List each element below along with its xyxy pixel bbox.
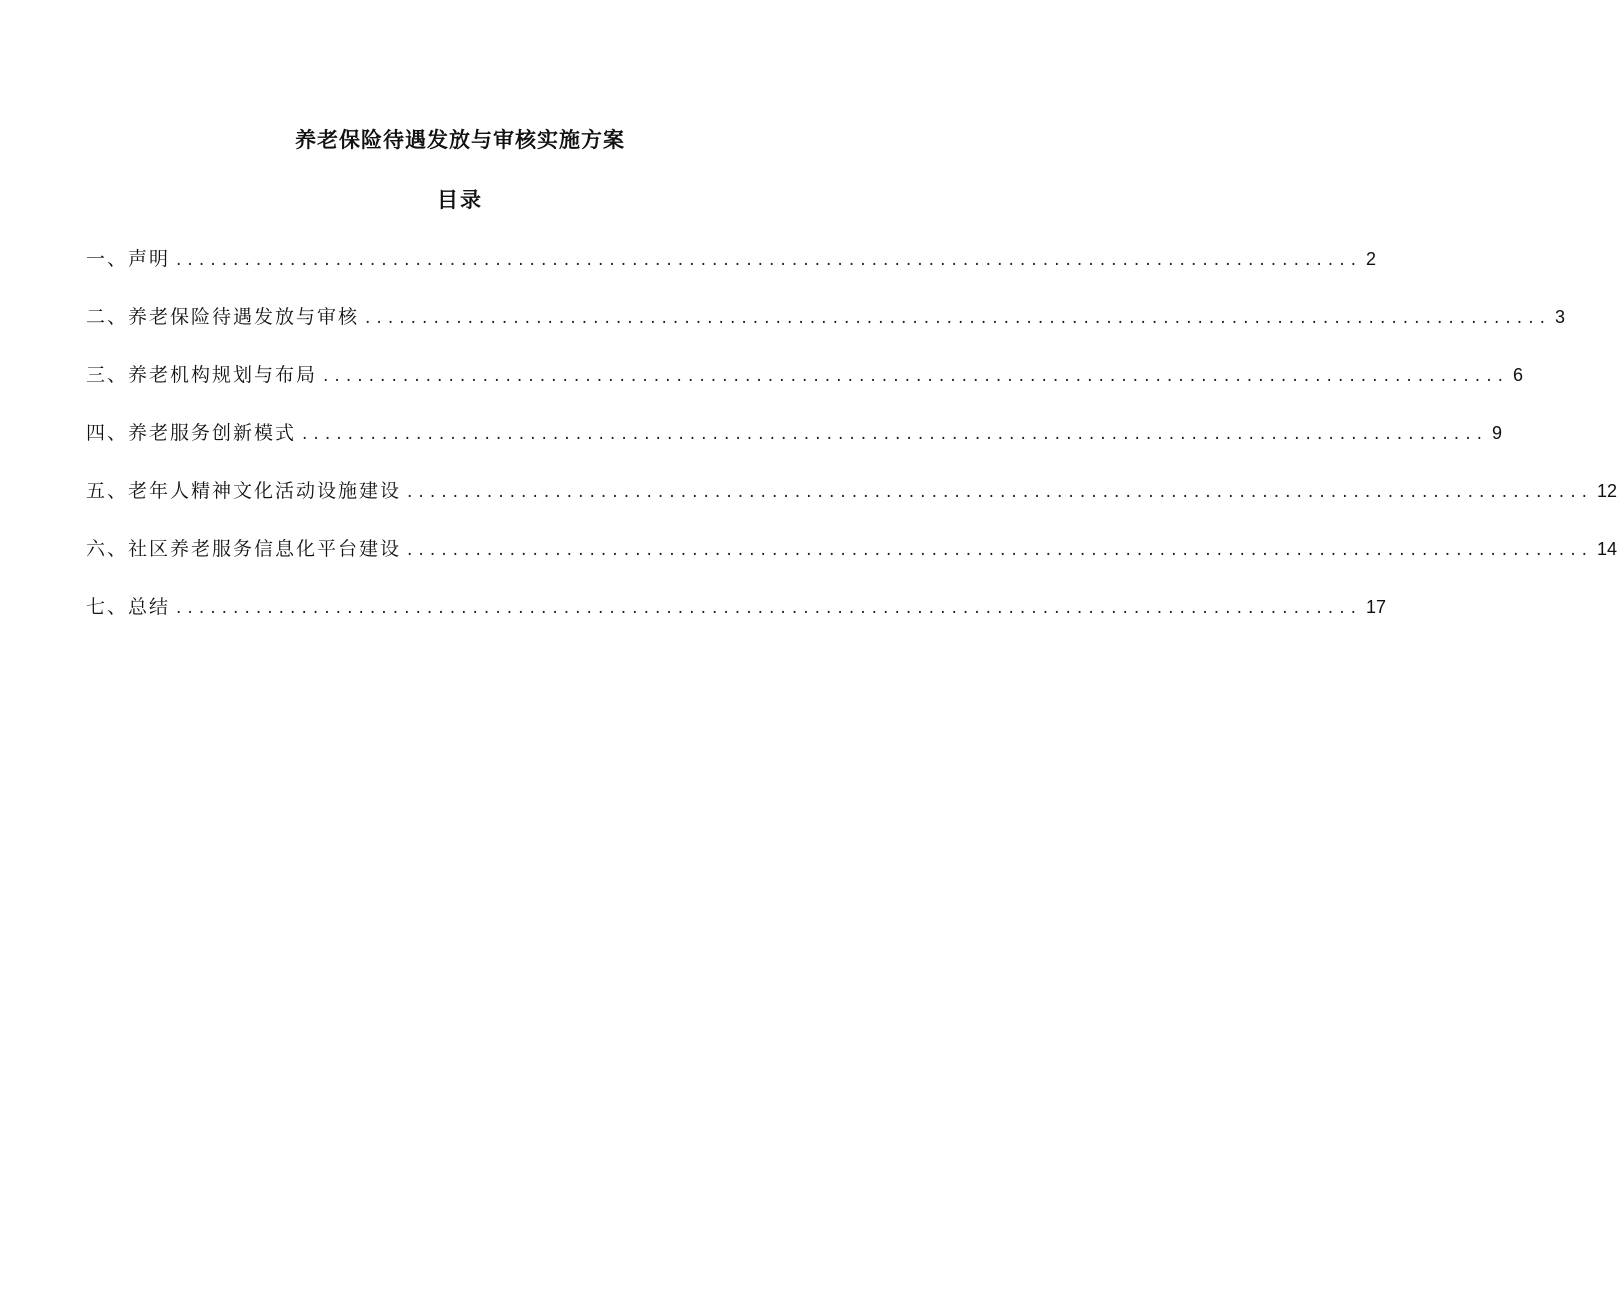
toc-entry[interactable] bbox=[86, 419, 1503, 477]
table-of-contents bbox=[86, 245, 1617, 651]
toc-entry-label: 六、社区养老服务信息化平台建设 bbox=[86, 538, 402, 560]
toc-entry-label: 五、老年人精神文化活动设施建设 bbox=[86, 480, 402, 502]
toc-dot-leader: ........................................................................................................ bbox=[176, 250, 1363, 270]
toc-page-number: 12 bbox=[1597, 481, 1617, 501]
toc-entry[interactable] bbox=[86, 361, 1524, 419]
toc-dot-leader: ........................................................................................................ bbox=[302, 424, 1489, 444]
toc-entry[interactable] bbox=[86, 593, 1387, 651]
toc-page-number: 9 bbox=[1492, 423, 1503, 443]
toc-heading: 目录 bbox=[437, 187, 483, 212]
toc-dot-leader: ........................................................................................................ bbox=[407, 540, 1594, 560]
toc-entry-label: 七、总结 bbox=[86, 596, 171, 618]
toc-dot-leader: ........................................................................................................ bbox=[323, 366, 1510, 386]
toc-page-number: 3 bbox=[1555, 307, 1566, 327]
toc-entry[interactable] bbox=[86, 303, 1566, 361]
toc-entry[interactable] bbox=[86, 477, 1617, 535]
toc-dot-leader: ........................................................................................................ bbox=[365, 308, 1552, 328]
toc-entry-label: 二、养老保险待遇发放与审核 bbox=[86, 306, 360, 328]
document-title: 养老保险待遇发放与审核实施方案 bbox=[295, 127, 625, 152]
toc-page-number: 14 bbox=[1597, 539, 1617, 559]
toc-dot-leader: ........................................................................................................ bbox=[176, 598, 1363, 618]
toc-page-number: 6 bbox=[1513, 365, 1524, 385]
toc-entry-label: 四、养老服务创新模式 bbox=[86, 422, 297, 444]
toc-page-number: 17 bbox=[1366, 597, 1387, 617]
toc-entry-label: 三、养老机构规划与布局 bbox=[86, 364, 318, 386]
toc-dot-leader: ........................................................................................................ bbox=[407, 482, 1594, 502]
toc-entry[interactable] bbox=[86, 535, 1617, 593]
toc-entry[interactable] bbox=[86, 245, 1377, 303]
toc-page-number: 2 bbox=[1366, 249, 1377, 269]
toc-entry-label: 一、声明 bbox=[86, 248, 171, 270]
